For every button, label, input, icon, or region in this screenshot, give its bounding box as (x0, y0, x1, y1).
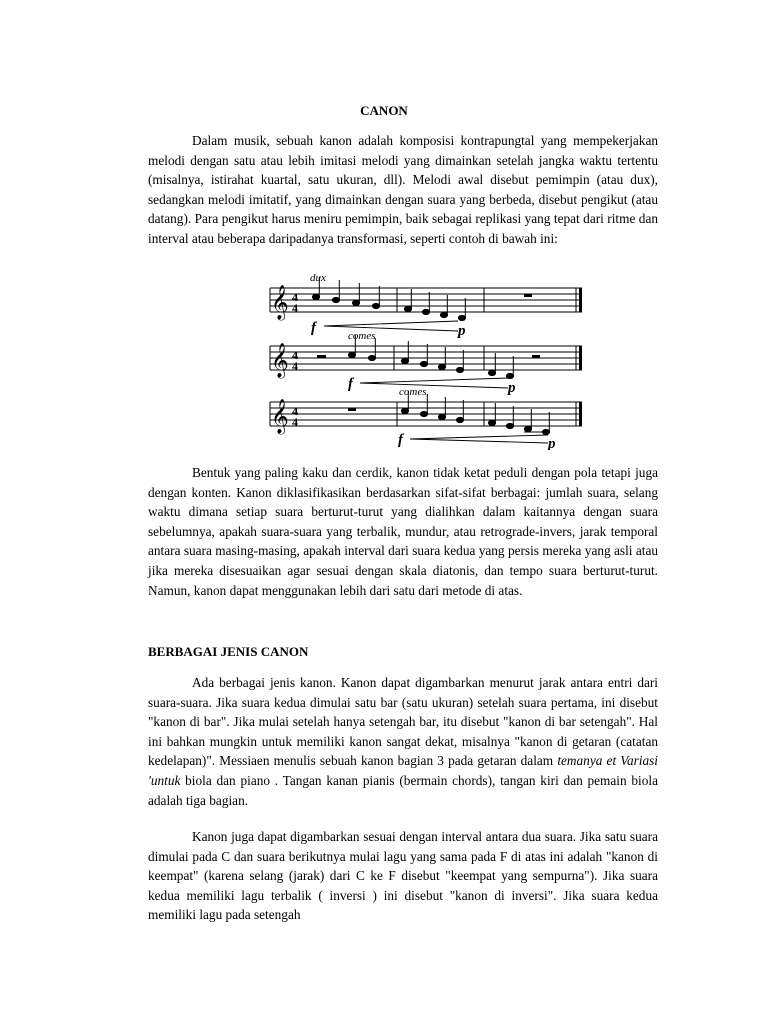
treble-clef-icon: 𝄞 (271, 286, 289, 319)
dynamic-forte: f (398, 432, 403, 448)
whole-rest (348, 408, 356, 411)
intro-paragraph (148, 131, 658, 249)
treble-clef-icon: 𝄞 (271, 400, 289, 433)
types-paragraph-2-text: Kanon juga dapat digambarkan sesuai dengan interval antara dua suara. Jika satu suara dimulai pada C dan suara berikutnya mulai lagu yang sama pada F di atas ini adalah "kanon di keempat" (karena selang (jarak) dari C ke F disebut "keempat yang sempurna"). Jika suara kedua memiliki lagu terbalik ( inversi ) ini disebut "kanon di inversi". Jika suara kedua memiliki lagu pada setengah (148, 829, 658, 923)
types-paragraph-1-part-a: Ada berbagai jenis kanon. Kanon dapat digambarkan menurut jarak antara entri dari suara-suara. Jika suara kedua dimulai satu bar (satu ukuran) setelah suara pertama, ini disebut "kanon di bar". Jika mulai setelah hanya setengah bar, itu disebut "kanon di bar setengah". Hal ini bahkan mungkin untuk memiliki kanon sangat dekat, misalnya "kanon di getaran (catatan kedelapan)". Messiaen menulis sebuah kanon bagian 3 pada getaran dalam (148, 675, 658, 769)
staff-comes-2 (270, 386, 582, 450)
decrescendo-hairpin (410, 435, 548, 443)
time-signature-bottom: 4 (292, 415, 298, 429)
dynamic-piano: p (508, 380, 516, 396)
time-signature-bottom: 4 (292, 301, 298, 315)
half-rest (317, 355, 326, 358)
whole-rest (524, 294, 532, 297)
time-signature-top: 4 (292, 348, 298, 362)
types-paragraph-1 (148, 673, 658, 810)
half-rest (532, 355, 540, 358)
decrescendo-hairpin (324, 321, 458, 331)
staff-dux (270, 272, 582, 339)
decrescendo-hairpin (360, 378, 508, 388)
dynamic-forte: f (311, 320, 316, 336)
dynamic-piano: p (548, 436, 556, 450)
types-paragraph-1-part-b: biola dan piano . Tangan kanan pianis (bermain chords), tangan kiri dan pemain biola adalah tiga bagian. (148, 772, 658, 808)
label-comes-2: comes (399, 386, 427, 398)
time-signature-top: 4 (292, 404, 298, 418)
dynamic-forte: f (348, 376, 353, 392)
classification-paragraph (148, 463, 658, 600)
canon-score-figure (262, 268, 592, 450)
dynamic-piano: p (458, 323, 466, 339)
section-heading: BERBAGAI JENIS CANON (148, 644, 309, 659)
treble-clef-icon: 𝄞 (271, 344, 289, 377)
types-paragraph-1-italic: temanya et Variasi 'untuk (148, 753, 658, 788)
time-signature-bottom: 4 (292, 359, 298, 373)
classification-paragraph-text: Bentuk yang paling kaku dan cerdik, kanon tidak ketat peduli dengan pola tetapi juga dengan konten. Kanon diklasifikasikan berdasarkan sifat-sifat berbagai: jumlah suara, selang waktu dimana setiap suara berturut-turut yang dialihkan dalam kaitannya dengan suara sebelumnya, apakah suara-suara yang terbalik, mundur, atau retrograde-invers, jarak temporal antara suara masing-masing, apakah interval dari suara kedua yang persis mereka yang asli atau jika mereka disesuaikan agar sesuai dengan skala diatonis, dan tempo suara berturut-turut. Namun, kanon dapat menggunakan lebih dari satu dari metode di atas. (148, 465, 658, 598)
types-paragraph-2 (148, 827, 658, 925)
label-dux: dux (310, 272, 326, 284)
time-signature-top: 4 (292, 290, 298, 304)
page-title: CANON (360, 103, 408, 118)
label-comes-1: comes (348, 330, 376, 342)
intro-paragraph-text: Dalam musik, sebuah kanon adalah komposisi kontrapungtal yang mempekerjakan melodi dengan satu atau lebih imitasi melodi yang dimainkan setelah jangka waktu tertentu (misalnya, istirahat kuartal, satu ukuran, dll). Melodi awal disebut pemimpin (atau dux), sedangkan melodi imitatif, yang dimainkan dengan suara yang berbeda, disebut pengikut (atau datang). Para pengikut harus meniru pemimpin, baik sebagai replikasi yang tepat dari ritme dan interval atau beberapa daripadanya transformasi, seperti contoh di bawah ini: (148, 133, 658, 246)
